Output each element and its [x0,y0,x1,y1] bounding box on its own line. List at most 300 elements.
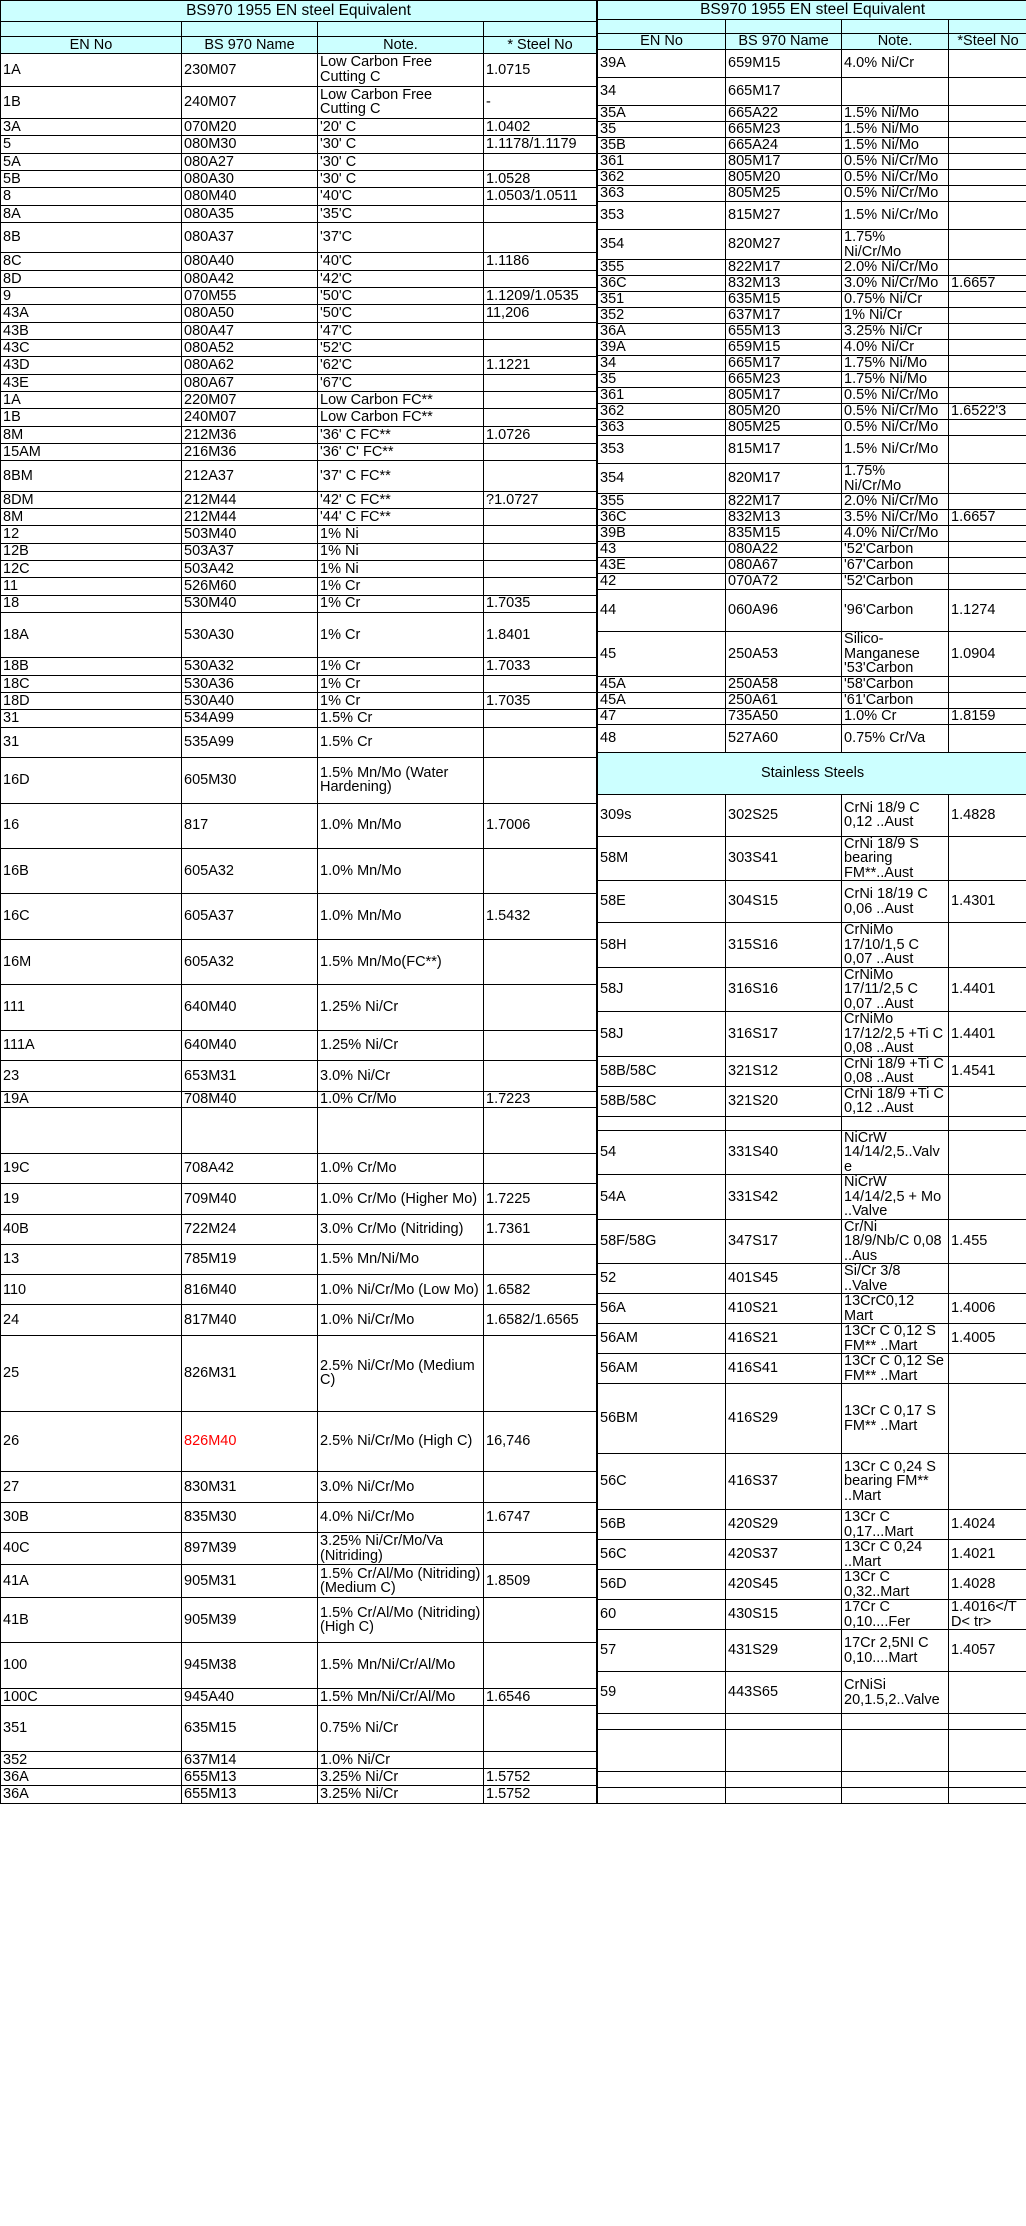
table-row [598,574,1026,590]
en-no-cell: 43 [598,542,726,558]
steel-no-cell [949,1116,1026,1130]
note-cell [842,78,949,106]
table-row [598,308,1026,324]
steel-no-cell [949,170,1026,186]
table-row [1,508,597,525]
note-cell: 1.5% Cr/Al/Mo (Nitriding)(High C) [318,1597,484,1642]
en-no-cell: 352 [598,308,726,324]
bs970-name-cell: 822M17 [726,494,842,510]
table-row [1,1751,597,1768]
table-row [1,305,597,322]
en-no-cell: 18A [1,612,182,657]
en-no-cell: 16C [1,894,182,939]
steel-no-cell [484,985,597,1030]
steel-no-cell [484,1030,597,1060]
bs970-name-cell: 212A37 [182,461,318,491]
steel-no-cell: 1.6546 [484,1688,597,1705]
steel-no-cell: 1.1178/1.1179 [484,136,597,153]
bs970-name-cell: 945M38 [182,1643,318,1688]
bs970-name-cell: 080A35 [182,205,318,222]
bs970-name-cell: 805M20 [726,404,842,420]
en-no-cell: 40C [1,1532,182,1564]
bs970-name-cell: 080A30 [182,171,318,188]
note-cell [318,1108,484,1153]
bs970-name-cell: 080A27 [182,153,318,170]
steel-no-cell [484,727,597,757]
spacer-cell [949,20,1026,34]
en-no-cell: 1A [1,54,182,86]
bs970-name-cell: 321S12 [726,1056,842,1086]
bs970-name-cell: 230M07 [182,54,318,86]
note-cell: '42'C [318,270,484,287]
en-no-cell: 54 [598,1130,726,1175]
note-cell: 13Cr C 0,24 ..Mart [842,1540,949,1570]
note-cell: CrNi 18/19 C 0,06 ..Aust [842,881,949,923]
en-no-cell: 100 [1,1643,182,1688]
steel-no-cell [949,356,1026,372]
table-row [1,253,597,270]
note-cell: 1% Ni [318,543,484,560]
bs970-name-cell [726,1116,842,1130]
bs970-name-cell: 315S16 [726,923,842,968]
table-row [598,202,1026,230]
table-row [1,86,597,118]
note-cell: 1.0% Mn/Mo [318,894,484,939]
steel-no-cell [949,186,1026,202]
note-cell: 4.0% Ni/Cr/Mo [318,1502,484,1532]
note-cell [842,1730,949,1772]
table-row [598,1730,1026,1772]
en-no-cell: 41A [1,1565,182,1597]
bs970-name-cell: 080M30 [182,136,318,153]
bs970-name-cell: 637M17 [726,308,842,324]
bs970-name-cell: 820M27 [726,230,842,260]
note-cell: 17Cr 2,5NI C 0,10....Mart [842,1630,949,1672]
table-row [598,1130,1026,1175]
note-cell: CrNiSi 20,1.5,2..Valve [842,1672,949,1714]
header-row [598,34,1026,50]
table-row [1,985,597,1030]
note-cell: 1% Cr [318,693,484,710]
en-no-cell: 40B [1,1214,182,1244]
en-no-cell: 56AM [598,1354,726,1384]
steel-no-cell: 1.4401 [949,967,1026,1012]
table-row [1,526,597,543]
note-cell: NiCrW 14/14/2,5..Valve [842,1130,949,1175]
en-no-cell: 27 [1,1472,182,1502]
spacer-cell [598,20,726,34]
table-row [1,223,597,253]
steel-no-cell [484,153,597,170]
bs970-name-cell: 640M40 [182,1030,318,1060]
en-no-cell: 56B [598,1510,726,1540]
steel-no-cell: 1.0402 [484,119,597,136]
en-no-cell: 35 [598,122,726,138]
table-row [1,758,597,803]
table-row [598,324,1026,340]
note-cell: 1% Ni/Cr [842,308,949,324]
steel-no-cell [949,1086,1026,1116]
note-cell: 1.5% Mn/Ni/Cr/Al/Mo [318,1643,484,1688]
table-row [1,322,597,339]
en-no-cell: 16M [1,939,182,984]
bs970-name-cell: 785M19 [182,1244,318,1274]
bs970-name-cell: 401S45 [726,1264,842,1294]
bs970-name-cell: 709M40 [182,1184,318,1214]
en-no-cell: 8C [1,253,182,270]
bs970-name-cell: 416S37 [726,1454,842,1510]
table-row [598,106,1026,122]
steel-no-cell: 1.6657 [949,276,1026,292]
column-header: Note. [842,34,949,50]
steel-no-cell [484,443,597,460]
note-cell: CrNiMo 17/10/1,5 C 0,07 ..Aust [842,923,949,968]
steel-no-cell: 1.0715 [484,54,597,86]
en-no-cell: 362 [598,170,726,186]
steel-no-cell [949,923,1026,968]
table-row [1,727,597,757]
note-cell: Si/Cr 3/8 ..Valve [842,1264,949,1294]
en-no-cell: 56C [598,1454,726,1510]
en-no-cell: 43E [598,558,726,574]
note-cell: 4.0% Ni/Cr [842,50,949,78]
en-no-cell: 39A [598,340,726,356]
en-no-cell [598,1714,726,1730]
table-row [1,153,597,170]
en-no-cell: 58B/58C [598,1086,726,1116]
steel-no-cell [949,230,1026,260]
bs970-name-cell: 250A53 [726,632,842,677]
note-cell: 3.25% Ni/Cr [318,1786,484,1804]
steel-no-cell [949,464,1026,494]
note-cell: '42' C FC** [318,491,484,508]
column-header: * Steel No [484,36,597,53]
en-no-cell: 354 [598,464,726,494]
steel-no-cell [484,508,597,525]
note-cell: 1.75% Ni/Mo [842,372,949,388]
steel-no-cell [484,223,597,253]
bs970-name-cell: 655M13 [182,1786,318,1804]
bs970-name-cell: 080M40 [182,188,318,205]
note-cell [842,1772,949,1788]
bs970-name-cell: 826M31 [182,1335,318,1411]
bs970-name-cell: 637M14 [182,1751,318,1768]
steel-no-cell: 1.6522'3 [949,404,1026,420]
table-row [598,1116,1026,1130]
steel-no-cell [484,939,597,984]
note-cell: '35'C [318,205,484,222]
note-cell: '58'Carbon [842,676,949,692]
en-no-cell: 58M [598,836,726,881]
steel-no-cell: 1.4016</TD< tr> [949,1600,1026,1630]
table-row [1,1244,597,1274]
steel-no-cell [949,78,1026,106]
en-no-cell: 9 [1,287,182,304]
bs970-name-cell: 822M17 [726,260,842,276]
note-cell: '62'C [318,357,484,374]
bs970-name-cell: 653M31 [182,1061,318,1091]
note-cell: 2.5% Ni/Cr/Mo (High C) [318,1411,484,1472]
bs970-name-cell: 420S29 [726,1510,842,1540]
table-row [598,1324,1026,1354]
en-no-cell [598,1730,726,1772]
en-no-cell: 45A [598,676,726,692]
en-no-cell: 12C [1,560,182,577]
table-row [1,710,597,727]
bs970-name-cell: 835M15 [726,526,842,542]
steel-no-cell [949,1714,1026,1730]
bs970-name-cell: 503M40 [182,526,318,543]
table-row [1,1091,597,1108]
steel-no-cell [949,692,1026,708]
en-no-cell: 43B [1,322,182,339]
bs970-name-cell: 080A47 [182,322,318,339]
table-row [1,1214,597,1244]
en-no-cell: 354 [598,230,726,260]
bs970-name-cell [726,1730,842,1772]
table-row [1,339,597,356]
note-cell: '37'C [318,223,484,253]
bs970-name-cell: 080A42 [182,270,318,287]
note-cell: Silico-Manganese '53'Carbon [842,632,949,677]
steel-no-cell [484,205,597,222]
bs970-name-cell: 331S42 [726,1175,842,1220]
table-row [1,658,597,675]
steel-no-cell: 1.7225 [484,1184,597,1214]
steel-no-cell [484,1108,597,1153]
bs970-name-cell: 070M55 [182,287,318,304]
note-cell: 13Cr C 0,12 Se FM** ..Mart [842,1354,949,1384]
bs970-name-cell: 303S41 [726,836,842,881]
note-cell: 1.0% Mn/Mo [318,803,484,848]
en-no-cell: 363 [598,186,726,202]
bs970-name-cell: 945A40 [182,1688,318,1705]
bs970-name-cell: 832M13 [726,510,842,526]
note-cell: 1.5% Ni/Mo [842,138,949,154]
table-row [598,464,1026,494]
note-cell [842,1116,949,1130]
steel-no-cell: ?1.0727 [484,491,597,508]
en-no-cell: 8BM [1,461,182,491]
bs970-name-cell: 640M40 [182,985,318,1030]
steel-no-cell [484,758,597,803]
note-cell: 0.5% Ni/Cr/Mo [842,420,949,436]
en-no-cell: 36A [598,324,726,340]
bs970-name-cell: 321S20 [726,1086,842,1116]
note-cell: 1.5% Mn/Mo(FC**) [318,939,484,984]
note-cell: '40'C [318,188,484,205]
table-row [1,1108,597,1153]
en-no-cell: 12B [1,543,182,560]
bs970-name-cell: 665A22 [726,106,842,122]
note-cell: 1.0% Cr [842,708,949,724]
bs970-name-cell: 826M40 [182,1411,318,1472]
column-header: EN No [598,34,726,50]
header-row [1,36,597,53]
en-no-cell: 19A [1,1091,182,1108]
table-row [598,836,1026,881]
en-no-cell: 58J [598,1012,726,1057]
bs970-name-cell: 635M15 [182,1706,318,1751]
table-row [1,1061,597,1091]
table-row [1,1275,597,1305]
table-row [1,675,597,692]
en-no-cell: 355 [598,494,726,510]
en-no-cell: 45A [598,692,726,708]
table-row [598,1384,1026,1454]
en-no-cell: 353 [598,202,726,230]
table-row [598,632,1026,677]
table-row [598,1264,1026,1294]
note-cell: 3.0% Ni/Cr [318,1061,484,1091]
table-row [598,494,1026,510]
steel-no-cell [949,724,1026,752]
table-row [598,404,1026,420]
steel-no-cell [949,1772,1026,1788]
en-no-cell: 8 [1,188,182,205]
table-row [1,543,597,560]
title-row [1,1,597,22]
steel-no-cell: 1.7006 [484,803,597,848]
bs970-name-cell: 605A32 [182,939,318,984]
steel-no-cell: 1.1221 [484,357,597,374]
en-no-cell: 60 [598,1600,726,1630]
table-row [1,1184,597,1214]
note-cell: '96'Carbon [842,590,949,632]
table-row [1,612,597,657]
note-cell: 1.0% Ni/Cr/Mo (Low Mo) [318,1275,484,1305]
bs970-name-cell: 605A37 [182,894,318,939]
table-row [598,1600,1026,1630]
table-row [598,1570,1026,1600]
en-no-cell: 39B [598,526,726,542]
note-cell: 1.75% Ni/Cr/Mo [842,464,949,494]
table-row [1,1335,597,1411]
table-row [598,881,1026,923]
en-no-cell: 43E [1,374,182,391]
table-row [598,542,1026,558]
steel-no-cell [949,372,1026,388]
table-row [598,1086,1026,1116]
steel-no-cell: 1.6657 [949,510,1026,526]
bs970-name-cell: 530M40 [182,595,318,612]
bs970-name-cell: 416S41 [726,1354,842,1384]
bs970-name-cell: 835M30 [182,1502,318,1532]
note-cell: 1.75% Ni/Cr/Mo [842,230,949,260]
bs970-name-cell: 070M20 [182,119,318,136]
table-row [598,510,1026,526]
note-cell: '40'C [318,253,484,270]
left-table [0,0,597,1804]
table-row [1,426,597,443]
table-row [1,1643,597,1688]
bs970-name-cell: 416S29 [726,1384,842,1454]
note-cell: 0.75% Ni/Cr [842,292,949,308]
bs970-name-cell: 212M44 [182,508,318,525]
note-cell: Low Carbon FC** [318,409,484,426]
en-no-cell: 1B [1,86,182,118]
bs970-name-cell: 416S21 [726,1324,842,1354]
steel-no-cell: 1.4021 [949,1540,1026,1570]
steel-no-cell: 1.0726 [484,426,597,443]
note-cell: Low Carbon Free Cutting C [318,54,484,86]
note-cell: 1.75% Ni/Mo [842,356,949,372]
note-cell: '52'Carbon [842,542,949,558]
en-no-cell: 30B [1,1502,182,1532]
note-cell: Cr/Ni 18/9/Nb/C 0,08 ..Aus [842,1219,949,1264]
en-no-cell: 47 [598,708,726,724]
steel-no-cell [949,836,1026,881]
note-cell: 13Cr C 0,24 S bearing FM** ..Mart [842,1454,949,1510]
en-no-cell: 18D [1,693,182,710]
steel-no-cell: 1.8509 [484,1565,597,1597]
note-cell: 2.0% Ni/Cr/Mo [842,494,949,510]
note-cell: 1.25% Ni/Cr [318,1030,484,1060]
table-row [1,491,597,508]
column-header: Note. [318,36,484,53]
table-row [598,1772,1026,1788]
bs970-name-cell: 302S25 [726,794,842,836]
note-cell: 17Cr C 0,10....Fer [842,1600,949,1630]
bs970-name-cell: 316S16 [726,967,842,1012]
steel-no-cell [949,436,1026,464]
bs970-name-cell: 527A60 [726,724,842,752]
en-no-cell: 35B [598,138,726,154]
note-cell: 0.5% Ni/Cr/Mo [842,404,949,420]
steel-no-cell [949,50,1026,78]
steel-no-cell [949,558,1026,574]
bs970-name-cell: 347S17 [726,1219,842,1264]
en-no-cell: 309s [598,794,726,836]
en-no-cell: 362 [598,404,726,420]
note-cell: 1.5% Ni/Cr/Mo [842,202,949,230]
en-no-cell: 56D [598,1570,726,1600]
note-cell: 4.0% Ni/Cr [842,340,949,356]
table-row [598,967,1026,1012]
note-cell: 1.0% Cr/Mo (Higher Mo) [318,1184,484,1214]
bs970-name-cell: 735A50 [726,708,842,724]
en-no-cell: 8D [1,270,182,287]
bs970-name-cell [726,1714,842,1730]
en-no-cell: 18C [1,675,182,692]
steel-no-cell [484,1061,597,1091]
bs970-name-cell: 832M13 [726,276,842,292]
table-row [1,1532,597,1564]
steel-no-cell [949,202,1026,230]
en-no-cell: 351 [598,292,726,308]
bs970-name-cell: 250A58 [726,676,842,692]
table-row [1,595,597,612]
en-no-cell: 43A [1,305,182,322]
table-row [1,848,597,893]
steel-no-cell [484,848,597,893]
table-row [1,54,597,86]
note-cell: 1.5% Mn/Ni/Cr/Al/Mo [318,1688,484,1705]
table-row [1,1597,597,1642]
column-header: BS 970 Name [726,34,842,50]
note-cell: '30' C [318,153,484,170]
steel-no-cell [484,578,597,595]
steel-no-cell: 1.8401 [484,612,597,657]
steel-no-cell [484,409,597,426]
steel-no-cell: 16,746 [484,1411,597,1472]
table-row [598,78,1026,106]
bs970-name-cell: 530A40 [182,693,318,710]
bs970-name-cell: 530A32 [182,658,318,675]
bs970-name-cell: 816M40 [182,1275,318,1305]
en-no-cell: 5A [1,153,182,170]
en-no-cell: 39A [598,50,726,78]
